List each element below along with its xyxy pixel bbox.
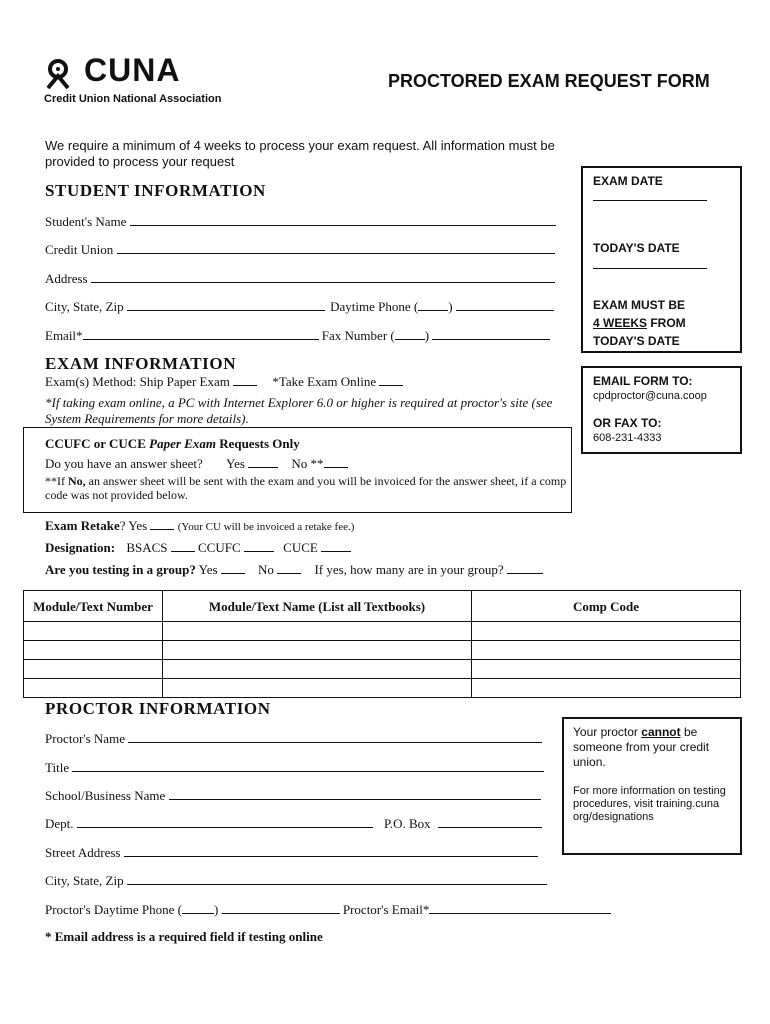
proctor-email-field[interactable] [429,901,611,914]
form-title: PROCTORED EXAM REQUEST FORM [388,71,710,91]
exam-heading: EXAM INFORMATION [45,354,237,373]
fax-area-code-field[interactable] [395,327,425,340]
answer-no-field[interactable] [324,455,348,468]
online-note: *If taking exam online, a PC with Internet Explorer 6.0 or higher is required at proctor's site (see System Requirements for more details). [45,395,553,426]
city-field[interactable] [127,298,325,311]
group-yes-label: Yes [198,562,218,577]
retake-yes-label: ? Yes [119,518,148,533]
retake-note: (Your CU will be invoiced a retake fee.) [177,521,355,533]
from-text: FROM [647,316,686,330]
table-cell[interactable] [163,641,472,660]
group-count-field[interactable] [507,561,543,574]
table-cell[interactable] [24,660,163,679]
proctor-pobox-label: P.O. Box [384,816,431,831]
designation-row [45,539,351,556]
bsacs-label: BSACS [126,540,168,555]
answer-sheet-row [45,455,348,472]
fax-number: 608-231-4333 [593,432,662,444]
fax-label: Fax Number ( [321,328,395,343]
proctor-title-field[interactable] [72,759,544,772]
table-row [24,622,741,641]
phone-area-code-field[interactable] [418,298,448,311]
proctor-name-row [45,730,542,747]
proctor-pobox-field[interactable] [438,815,542,828]
answer-note-c: an answer sheet will be sent with the exam and you will be invoiced for the answer sheet, if a comp code was not provided below. [45,474,567,502]
email-box [581,366,742,454]
four-weeks-note [593,296,686,350]
proctor-phone-area-field[interactable] [182,901,214,914]
retake-label: Exam Retake [45,518,120,533]
proctor-school-row [45,787,541,804]
exam-date-field[interactable] [593,200,707,201]
student-name-label: Student's Name [45,214,127,229]
cannot-b: cannot [641,725,681,739]
ship-paper-field[interactable] [233,373,257,386]
cuna-emblem-icon [44,58,76,90]
phone-number-field[interactable] [456,298,554,311]
cuna-logo [44,52,222,108]
must-be-line3: TODAY'S DATE [593,334,680,348]
todays-date-label: TODAY'S DATE [593,241,680,255]
table-header-number: Module/Text Number [24,591,163,622]
module-table [23,590,741,698]
proctor-email-label: Proctor's Email* [342,902,430,917]
table-cell[interactable] [472,679,741,698]
student-name-row [45,213,556,230]
table-cell[interactable] [24,641,163,660]
paper-title-a: CCUFC or CUCE [45,436,150,451]
ccufc-field[interactable] [244,539,274,552]
proctor-city-label: City, State, Zip [45,873,124,888]
cannot-a: Your proctor [573,725,642,739]
paper-exam-title [45,436,300,452]
proctor-phone-label: Proctor's Daytime Phone ( [45,902,183,917]
exam-method-label: Exam(s) Method: Ship Paper Exam [45,374,230,389]
table-cell[interactable] [163,660,472,679]
must-be-line2 [593,314,686,332]
student-name-field[interactable] [130,213,556,226]
student-heading: STUDENT INFORMATION [45,181,266,200]
answer-yes-label: Yes [226,456,245,471]
proctor-dept-label: Dept. [45,816,74,831]
take-online-label: *Take Exam Online [272,374,377,389]
credit-union-field[interactable] [117,241,555,254]
credit-union-label: Credit Union [45,242,114,257]
credit-union-row [45,241,555,258]
proctor-street-field[interactable] [124,844,538,857]
take-online-field[interactable] [379,373,403,386]
group-count-label: If yes, how many are in your group? [314,562,504,577]
table-header-name: Module/Text Name (List all Textbooks) [163,591,472,622]
proctor-dept-row [45,815,542,832]
email-row: Email* Fax Number ( ) [45,327,550,344]
fax-number-field[interactable] [432,327,550,340]
group-no-field[interactable] [277,561,301,574]
email-label: Email* [45,328,83,343]
bsacs-field[interactable] [171,539,195,552]
proctor-street-row [45,844,538,861]
group-no-label: No [258,562,274,577]
table-cell[interactable] [163,622,472,641]
address-row [45,270,555,287]
table-cell[interactable] [472,660,741,679]
proctor-street-label: Street Address [45,845,121,860]
logo-subtitle: Credit Union National Association [44,93,222,105]
table-header-row [24,591,741,622]
email-to-label: EMAIL FORM TO: [593,374,693,388]
intro-text: We require a minimum of 4 weeks to process your exam request. All information must be provided to process your request [45,138,555,169]
proctor-dept-field[interactable] [77,815,373,828]
todays-date-field[interactable] [593,268,707,269]
proctor-info-note: For more information on testing procedures, visit training.cuna org/designations [573,785,726,823]
city-row: City, State, Zip Daytime Phone ( ) [45,298,554,315]
proctor-cannot-note [573,725,733,770]
retake-yes-field[interactable] [150,517,174,530]
daytime-phone-label: Daytime Phone ( [330,299,419,314]
answer-note-b: No, [68,474,86,488]
proctor-title-row [45,759,544,776]
cuce-field[interactable] [321,539,351,552]
table-cell[interactable] [24,679,163,698]
four-weeks-text: 4 WEEKS [593,316,648,330]
table-cell[interactable] [163,679,472,698]
group-row [45,561,543,578]
must-be-line1: EXAM MUST BE [593,298,686,312]
cuce-label: CUCE [283,540,318,555]
proctor-contact-row: Proctor's Daytime Phone ( ) Proctor's Email* [45,901,611,918]
logo-text: CUNA [84,52,181,88]
exam-method-row [45,373,403,390]
answer-yes-field[interactable] [248,455,278,468]
required-note: * Email address is a required field if testing online [45,929,323,944]
email-field[interactable] [83,327,319,340]
answer-sheet-question: Do you have an answer sheet? [45,456,203,471]
ccufc-label: CCUFC [198,540,241,555]
proctor-title-label: Title [45,760,70,775]
fax-to-label: OR FAX TO: [593,416,662,430]
group-question: Are you testing in a group? [45,562,196,577]
answer-sheet-note [45,474,570,502]
proctor-city-row [45,872,547,889]
exam-date-box [581,166,742,353]
designation-label: Designation: [45,540,116,555]
table-row [24,641,741,660]
table-cell[interactable] [472,622,741,641]
answer-no-label: No ** [291,456,324,471]
proctor-phone-field[interactable] [222,901,340,914]
address-field[interactable] [91,270,555,283]
table-row [24,660,741,679]
proctor-school-field[interactable] [169,787,541,800]
paper-exam-box [23,427,572,513]
city-label: City, State, Zip [45,299,124,314]
cannot-c: be someone from your credit union. [573,725,710,769]
proctor-heading: PROCTOR INFORMATION [45,699,271,718]
table-cell[interactable] [24,622,163,641]
proctor-name-label: Proctor's Name [45,731,125,746]
address-label: Address [45,271,88,286]
proctor-note-box [562,717,742,855]
table-header-comp-code: Comp Code [472,591,741,622]
paper-title-c: Requests Only [215,436,300,451]
exam-date-label: EXAM DATE [593,174,663,188]
proctor-name-field[interactable] [128,730,542,743]
table-cell[interactable] [472,641,741,660]
paper-title-b: Paper Exam [149,436,216,451]
answer-note-a: **If [45,474,68,488]
retake-row [45,517,354,534]
proctor-city-field[interactable] [127,872,547,885]
email-address: cpdproctor@cuna.coop [593,390,707,402]
group-yes-field[interactable] [221,561,245,574]
proctor-school-label: School/Business Name [45,788,166,803]
table-row [24,679,741,698]
